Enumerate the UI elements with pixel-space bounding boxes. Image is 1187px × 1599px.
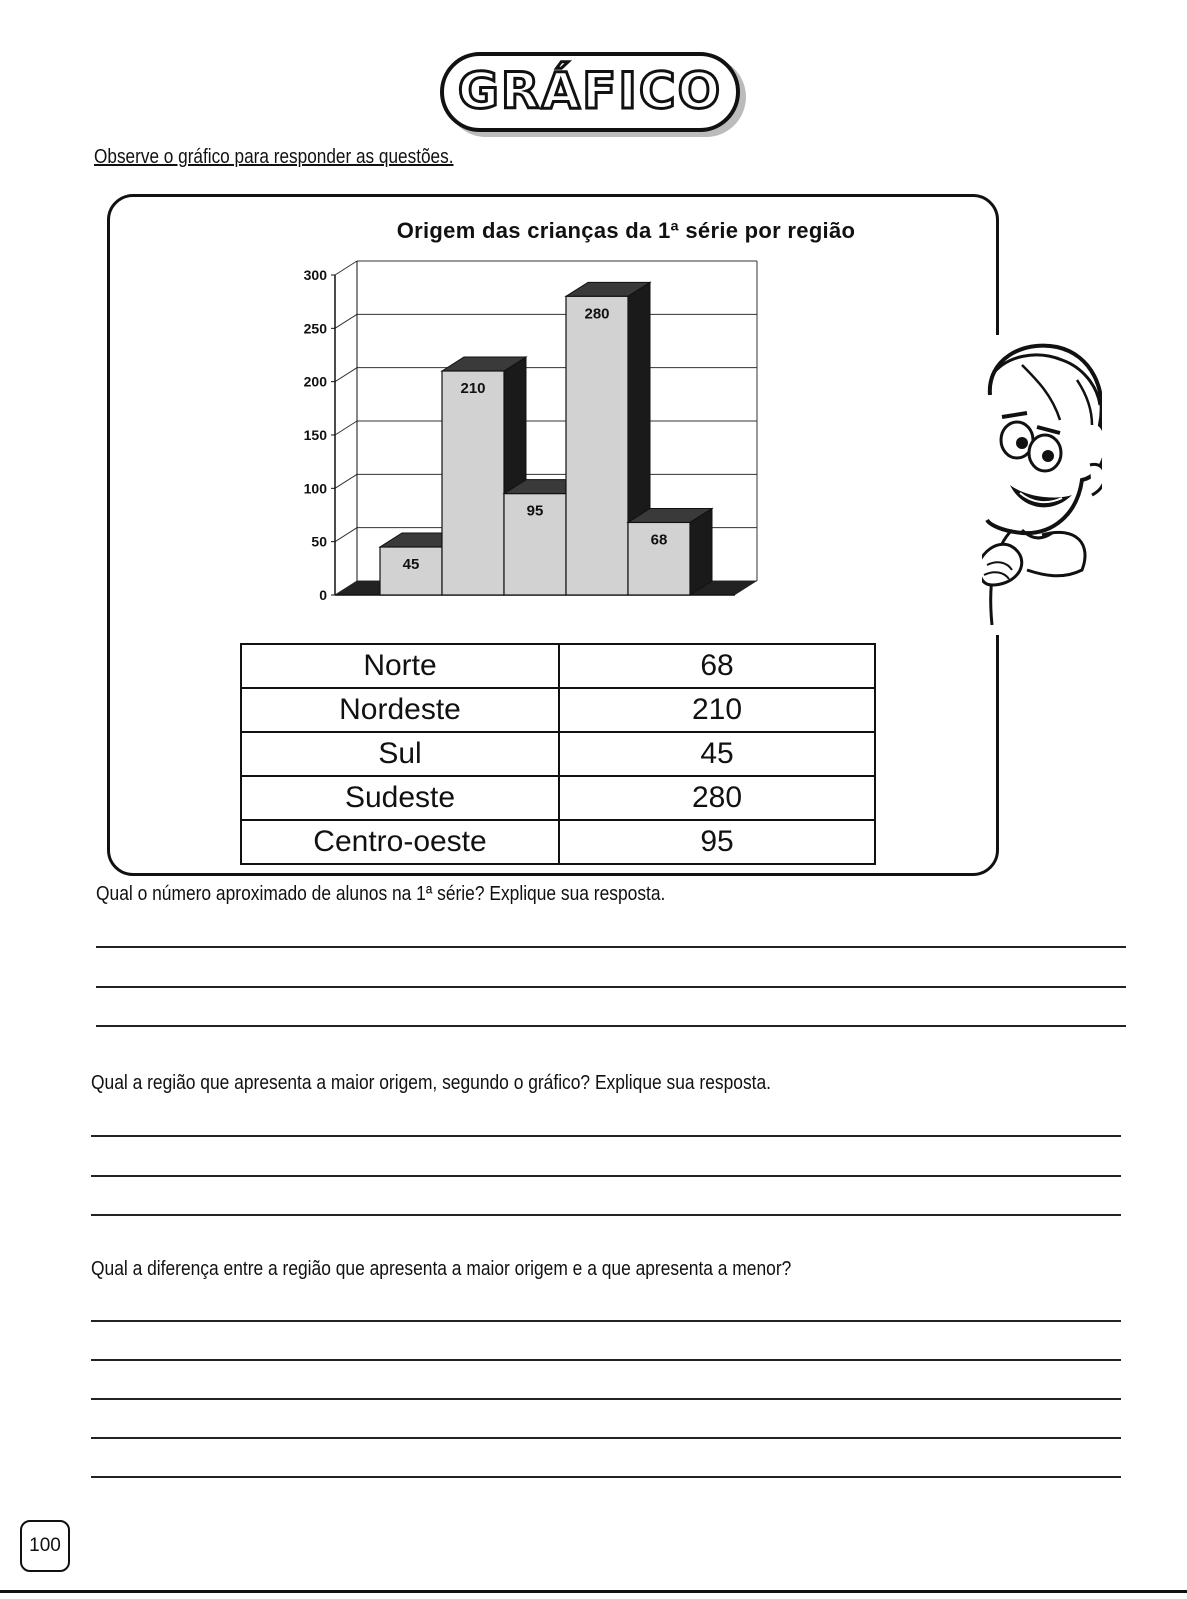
answer-line[interactable] [91,1214,1121,1216]
bar-chart [290,255,770,615]
table-cell-region: Sul [241,732,559,776]
bar-value-label: 95 [526,502,544,520]
table-cell-value: 95 [559,820,875,864]
y-tick-label: 0 [319,587,327,603]
y-tick-label: 50 [311,533,327,550]
bar-value-label: 210 [460,380,486,397]
table-cell-region: Sudeste [241,776,559,820]
table-row [241,820,875,864]
answer-line[interactable] [91,1398,1121,1400]
cartoon-boy-illustration [982,335,1102,635]
bottom-rule [0,1590,1187,1593]
y-tick-label: 300 [303,267,327,283]
instruction-text: Observe o gráfico para responder as questões. [94,146,454,168]
bar [566,296,628,595]
question-2: Qual a região que apresenta a maior origem, segundo o gráfico? Explique sua resposta. [91,1072,771,1094]
answer-line[interactable] [96,986,1126,988]
table-cell-value: 210 [559,688,875,732]
answer-line[interactable] [91,1359,1121,1361]
y-tick-label: 100 [303,480,327,497]
data-table [240,643,876,865]
gridline-side [335,474,357,488]
bar-value-label: 45 [402,556,420,573]
page-title: GRÁFICO [457,62,723,120]
answer-line[interactable] [96,1025,1126,1027]
table-row [241,732,875,776]
answer-line[interactable] [91,1437,1121,1439]
question-3: Qual a diferença entre a região que apresenta a maior origem e a que apresenta a menor? [91,1258,792,1280]
bar-value-label: 68 [650,531,668,549]
table-cell-region: Centro-oeste [241,820,559,864]
y-tick-label: 150 [303,427,327,443]
table-row [241,776,875,820]
table-cell-region: Nordeste [241,688,559,732]
gridline-side [335,261,357,275]
answer-line[interactable] [91,1476,1121,1478]
table-cell-value: 280 [559,776,875,820]
bar [442,371,504,595]
answer-line[interactable] [91,1175,1121,1177]
answer-line[interactable] [91,1135,1121,1137]
title-badge [440,52,740,132]
gridline-side [335,314,357,328]
table-cell-region: Norte [241,644,559,688]
page-number: 100 [20,1520,70,1572]
y-tick-label: 250 [303,320,327,337]
gridline-side [335,368,357,382]
bar-side [690,508,712,595]
y-tick-label: 200 [303,373,327,390]
table-cell-value: 45 [559,732,875,776]
bar-value-label: 280 [584,305,610,323]
answer-line[interactable] [96,946,1126,948]
table-row [241,688,875,732]
gridline-side [335,421,357,435]
question-1: Qual o número aproximado de alunos na 1ª série? Explique sua resposta. [96,883,666,905]
gridline-side [335,528,357,542]
table-cell-value: 68 [559,644,875,688]
table-row [241,644,875,688]
answer-line[interactable] [91,1320,1121,1322]
chart-title: Origem das crianças da 1ª série por região [396,218,856,243]
